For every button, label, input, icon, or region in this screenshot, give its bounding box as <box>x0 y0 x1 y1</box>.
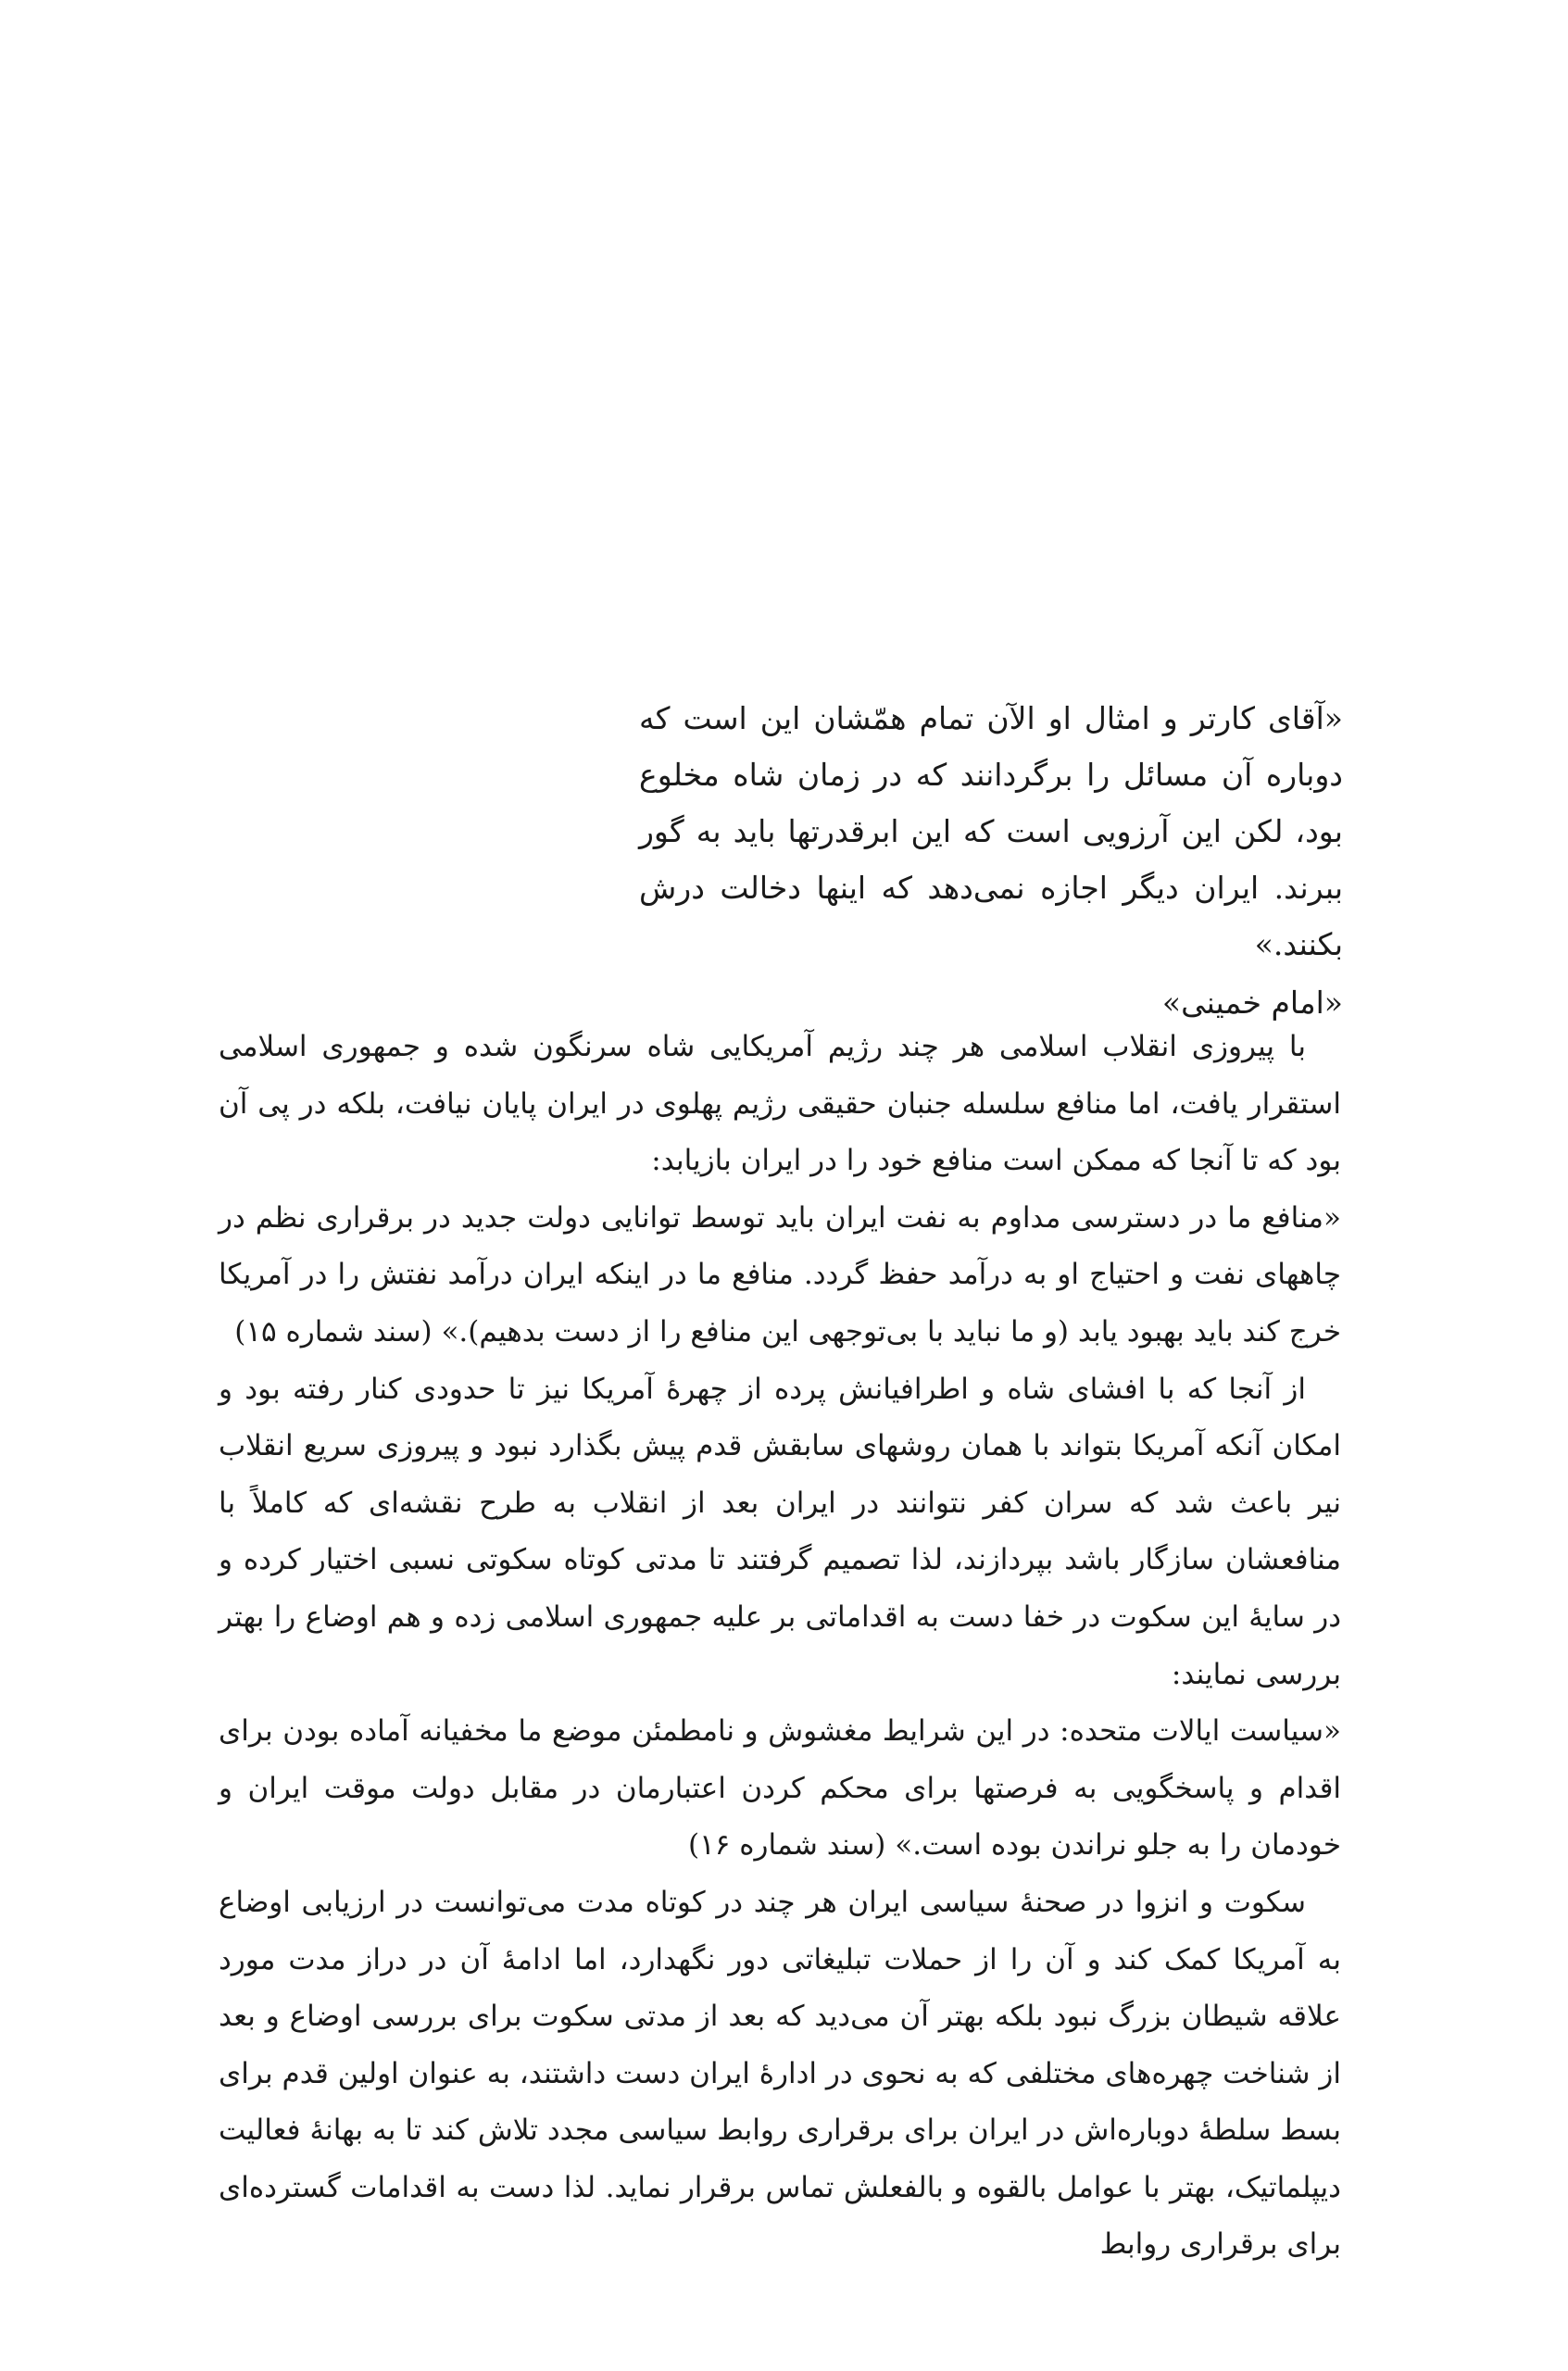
epigraph-quote: «آقای کارتر و امثال او الآن تمام همّشان این است که دوباره آن مسائل را برگردانند که در زمان شاه مخلوع بود، لکن این آرزویی است که این ابرقدرتها باید به گور ببرند. ایران دیگر اجازه نمی‌دهد که اینها دخالت درش بکنند.» <box>639 700 1343 962</box>
epigraph-attribution: «امام خمینی» <box>1161 985 1343 1021</box>
paragraph-3: سکوت و انزوا در صحنهٔ سیاسی ایران هر چند در کوتاه مدت می‌توانست در ارزیابی اوضاع به آمریکا کمک کند و آن را از حملات تبلیغاتی دور نگهدارد، اما ادامهٔ آن در دراز مدت مورد علاقه شیطان بزرگ نبود بلکه بهتر آن می‌دید که بعد از مدتی سکوت برای بررسی اوضاع و بعد از شناخت چهره‌های مختلفی که به نحوی در ادارهٔ ایران دست داشتند، به عنوان اولین قدم برای بسط سلطهٔ دوباره‌اش در ایران برای برقراری روابط سیاسی مجدد تلاش کند تا به بهانهٔ فعالیت دیپلماتیک، بهتر با عوامل بالقوه و بالفعلش تماس برقرار نماید. لذا دست به اقدامات گسترده‌ای برای برقراری روابط <box>219 1885 1341 2262</box>
epigraph <box>639 690 1343 1031</box>
quote-2: «سیاست ایالات متحده: در این شرایط مغشوش و نامطمئن موضع ما مخفیانه آماده بودن برای اقدام و پاسخگویی به فرصتها برای محکم کردن اعتبارمان در مقابل دولت موقت ایران و خودمان را به جلو نراندن بوده است.» (سند شماره ۱۶) <box>219 1714 1341 1863</box>
paragraph-1: با پیروزی انقلاب اسلامی هر چند رژیم آمریکایی شاه سرنگون شده و جمهوری اسلامی استقرار یافت، اما منافع سلسله جنبان حقیقی رژیم پهلوی در ایران پایان نیافت، بلکه در پی آن بود که تا آنجا که ممکن است منافع خود را در ایران بازیابد: <box>219 1030 1341 1178</box>
body-text <box>219 1019 1341 2274</box>
quote-1: «منافع ما در دسترسی مداوم به نفت ایران باید توسط توانایی دولت جدید در برقراری نظم در چاههای نفت و احتیاج او به درآمد حفظ گردد. منافع ما در اینکه ایران درآمد نفتش را در آمریکا خرج کند باید بهبود یابد (و ما نباید با بی‌توجهی این منافع را از دست بدهیم).» (سند شماره ۱۵) <box>219 1200 1341 1349</box>
paragraph-2: از آنجا که با افشای شاه و اطرافیانش پرده از چهرهٔ آمریکا نیز تا حدودی کنار رفته بود و امکان آنکه آمریکا بتواند با همان روشهای سابقش قدم پیش بگذارد نبود و پیروزی سریع انقلاب نیر باعث شد که سران کفر نتوانند در ایران بعد از انقلاب به طرح نقشه‌ای که کاملاً با منافعشان سازگار باشد بپردازند، لذا تصمیم گرفتند تا مدتی کوتاه سکوتی نسبی اختیار کرده و در سایهٔ این سکوت در خفا دست به اقداماتی بر علیه جمهوری اسلامی زده و هم اوضاع را بهتر بررسی نمایند: <box>219 1372 1341 1691</box>
